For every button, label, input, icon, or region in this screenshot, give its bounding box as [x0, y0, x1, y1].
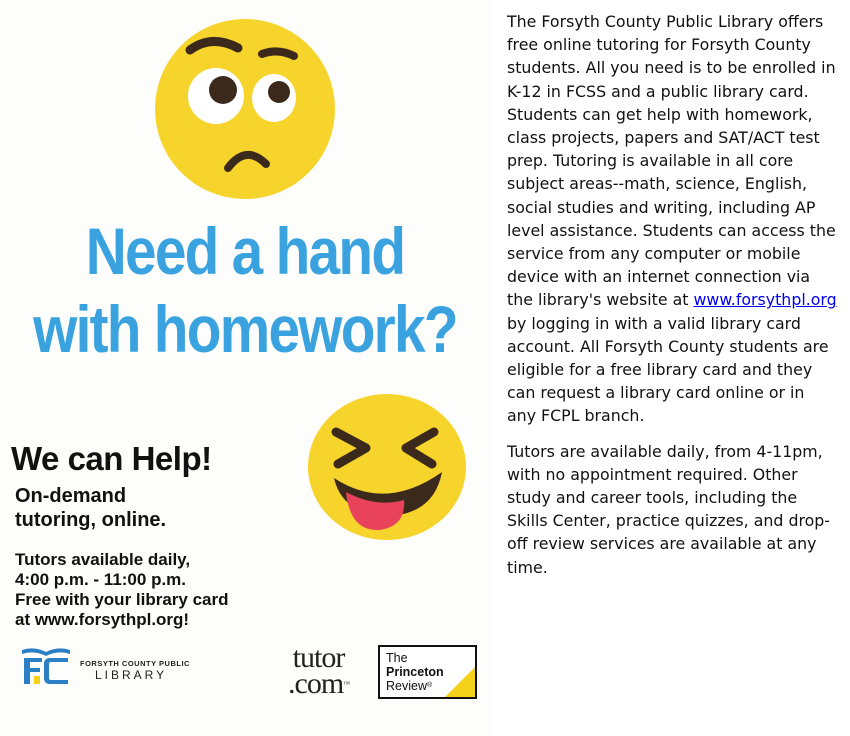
- fcpl-logo-icon: [20, 646, 72, 686]
- tutors-line-3: Free with your library card: [15, 590, 229, 609]
- tongue-out-face-emoji-icon: [306, 392, 468, 542]
- tutor-com-logo: [288, 641, 350, 700]
- tutors-line-2: 4:00 p.m. - 11:00 p.m.: [15, 570, 187, 589]
- princeton-logo-registered: ®: [427, 682, 433, 689]
- library-website-link[interactable]: www.forsythpl.org: [693, 290, 837, 310]
- on-demand-line-2: tutoring, online.: [15, 509, 167, 531]
- tutor-logo-line-2: .com: [288, 667, 344, 700]
- headline-line-2: with homework?: [33, 292, 457, 366]
- tutor-logo-trademark: ™: [343, 680, 350, 688]
- princeton-review-logo: [378, 645, 477, 699]
- princeton-logo-line-1: The: [386, 651, 408, 665]
- on-demand-text: [15, 484, 166, 532]
- princeton-logo-line-3: Review: [386, 679, 427, 693]
- on-demand-line-1: On-demand: [15, 485, 127, 507]
- headline-line-1: Need a hand: [85, 214, 405, 288]
- tutor-logo-line-1: tutor: [292, 641, 345, 674]
- article-paragraph-2: Tutors are available daily, from 4-11pm, with no appointment required. Other study and career tools, including the Skills Center, practice quizzes, and drop-off review services are available at any time.: [507, 441, 831, 577]
- article-text: [507, 10, 837, 591]
- tutors-available-text: [15, 550, 229, 630]
- tutors-line-1: Tutors available daily,: [15, 550, 191, 569]
- princeton-accent-triangle: [445, 667, 475, 697]
- tutors-line-4: at www.forsythpl.org!: [15, 610, 190, 629]
- library-logo-line-1: FORSYTH COUNTY PUBLIC: [80, 659, 190, 668]
- article-paragraph-1: [507, 10, 837, 428]
- we-can-help-heading: We can Help!: [11, 440, 212, 477]
- princeton-logo-line-2: Princeton: [386, 665, 444, 679]
- article-p1-before-link: The Forsyth County Public Library offers free online tutoring for Forsyth County students. All you need is to be enrolled in K-12 in FCSS and a public library card. Students can get help with homework, class projects, papers and SAT/ACT test prep. Tutoring is available in all core subject areas--math, science, English, social studies and writing, including AP level assistance. Students can access the service from any computer or mobile device with an internet connection via the library's website at: [507, 12, 836, 310]
- article-p1-after-link: by logging in with a valid library card account. All Forsyth County students are eligible for a free library card and they can request a library card online or in any FCPL branch.: [507, 313, 829, 426]
- library-logo-line-2: LIBRARY: [95, 668, 168, 682]
- thinking-face-emoji-icon: [150, 14, 340, 204]
